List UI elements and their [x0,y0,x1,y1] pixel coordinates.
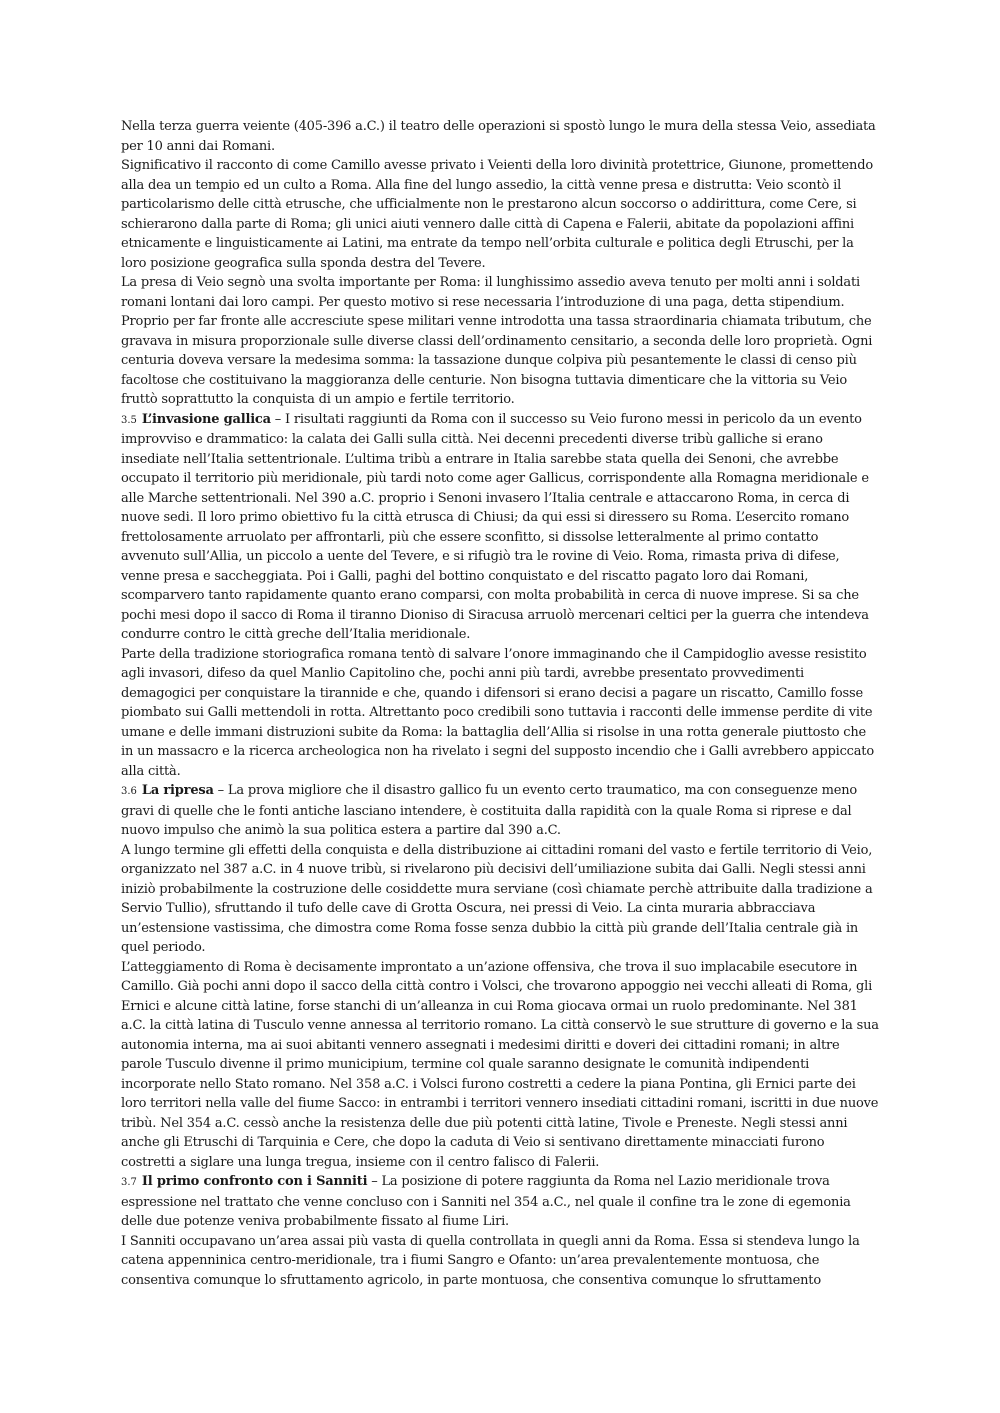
section-number: 3.7 [121,1177,137,1188]
paragraph-atteggiamento-roma: L’atteggiamento di Roma è decisamente improntato a un’azione offensiva, che trova il suo implacabile esecutore in Camillo. Già pochi anni dopo il sacco della città contro i Volsci, che trovarono appoggio nei vecchi alleati di Roma, gli Ernici e alcune città latine, forse stanchi di un’alleanza in cui Roma giocava ormai un ruolo predominante. Nel 381 a.C. la città latina di Tusculo venne annessa al territorio romano. La città conservò le sue strutture di governo e la sua autonomia interna, ma ai suoi abitanti vennero assegnati i medesimi diritti e doveri dei cittadini romani; in altre parole Tusculo divenne il primo municipium, termine col quale saranno designate le comunità indipendenti incorporate nello Stato romano. Nel 358 a.C. i Volsci furono costretti a cedere la piana Pontina, gli Ernici parte dei loro territori nella valle del fiume Sacco: in entrambi i territori vennero insediati cittadini romani, iscritti in due nuove tribù. Nel 354 a.C. cessò anche la resistenza delle due più potenti città latine, Tivole e Preneste. Negli stessi anni anche gli Etruschi di Tarquinia e Cere, che dopo la caduta di Veio si sentivano direttamente minacciati furono costretti a siglare una lunga tregua, insieme con il centro falisco di Falerii. [121,959,879,1170]
section-title: L’invasione gallica [141,411,271,427]
section-text: – I risultati raggiunti da Roma con il successo su Veio furono messi in pericolo da un evento improvviso e drammatico: la calata dei Galli sulla città. Nei decenni precedenti diverse tribù galliche si erano insediate nell’Italia settentrionale. L’ultima tribù a entrare in Italia sarebbe stata quella dei Senoni, che avrebbe occupato il territorio più meridionale, più tardi noto come ager Gallicus, corrispondente alla Romagna meridionale e alle Marche settentrionali. Nel 390 a.C. proprio i Senoni invasero l’Italia centrale e attaccarono Roma, in cerca di nuove sedi. Il loro primo obiettivo fu la città etrusca di Chiusi; da qui essi si diressero su Roma. L’esercito romano frettolosamente arruolato per affrontarli, più che essere sconfitto, si dissolse letteralmente al primo contatto avvenuto sull’Allia, un piccolo a uente del Tevere, e si rifugiò tra le rovine di Veio. Roma, rimasta priva di difese, venne presa e saccheggiata. Poi i Galli, paghi del bottino conquistato e del riscatto pagato loro dai Romani, scomparvero tanto rapidamente quanto erano comparsi, con molta probabilità in cerca di nuove imprese. Si sa che pochi mesi dopo il sacco di Roma il tiranno Dioniso di Siracusa arruolò mercenari celtici per la guerra che intendeva condurre contro le città greche dell’Italia meridionale. [121,411,869,642]
section-number: 3.5 [121,414,137,426]
section-text: – La prova migliore che il disastro gallico fu un evento certo traumatico, ma con conseguenze meno gravi di quelle che le fonti antiche lasciano intendere, è costituita dalla rapidità con la quale Roma si riprese e dal nuovo impulso che animò la sua politica estera a partire dal 390 a.C. [121,783,858,838]
paragraph-sanniti: I Sanniti occupavano un’area assai più vasta di quella controllata in quegli anni da Roma. Essa si stendeva lungo la catena appenninica centro-meridionale, tra i fiumi Sangro e Ofanto: un’area prevalentemente montuosa, che consentiva comunque lo sfruttamento agricolo, in parte montuosa, che consentiva comunque lo sfruttamento [121,1233,860,1288]
paragraph-presa-di-veio: La presa di Veio segnò una svolta importante per Roma: il lunghissimo assedio aveva tenuto per molti anni i soldati romani lontani dai loro campi. Per questo motivo si rese necessaria l’introduzione di una paga, detta stipendium. Proprio per far fronte alle accresciute spese militari venne introdotta una tassa straordinaria chiamata tributum, che gravava in misura proporzionale sulle diverse classi dell’ordinamento censitario, a seconda delle loro proprietà. Ogni centuria doveva versare la medesima somma: la tassazione dunque colpiva più pesantemente le classi di censo più facoltose che costituivano la maggioranza delle centurie. Non bisogna tuttavia dimenticare che la vittoria su Veio fruttò soprattutto la conquista di un ampio e fertile territorio. [121,275,873,407]
paragraph-veio-war: Nella terza guerra veiente (405-396 a.C.) il teatro delle operazioni si spostò lungo le mura della stessa Veio, assediata per 10 anni dai Romani. [121,119,876,154]
section-3-5 [121,410,879,645]
section-text: – La posizione di potere raggiunta da Roma nel Lazio meridionale trova espressione nel trattato che venne concluso con i Sanniti nel 354 a.C., nel quale il confine tra le zone di egemonia delle due potenze veniva probabilmente fissato al fiume Liri. [121,1174,851,1229]
document-page [121,117,879,1290]
paragraph-effetti-conquista: A lungo termine gli effetti della conquista e della distribuzione ai cittadini romani del vasto e fertile territorio di Veio, organizzato nel 387 a.C. in 4 nuove tribù, si rivelarono più decisivi dell’umiliazione subita dai Galli. Negli stessi anni iniziò probabilmente la costruzione delle cosiddette mura serviane (così chiamate perchè attribuite dalla tradizione a Servio Tullio), sfruttando il tufo delle cave di Grotta Oscura, nei pressi di Veio. La cinta muraria abbracciava un’estensione vastissima, che dimostra come Roma fosse senza dubbio la città più grande dell’Italia centrale già in quel periodo. [121,842,873,955]
paragraph-tradizione-storiografica: Parte della tradizione storiografica romana tentò di salvare l’onore immaginando che il Campidoglio avesse resistito agli invasori, difeso da quel Manlio Capitolino che, pochi anni più tardi, avrebbe presentato provvedimenti demagogici per conquistare la tirannide e che, quando i difensori si erano decisi a pagare un riscatto, Camillo fosse piombato sui Galli mettendoli in rotta. Altrettanto poco credibili sono tuttavia i racconti delle immense perdite di vite umane e delle immani distruzioni subite da Roma: la battaglia dell’Allia si risolse in una rotta generale piuttosto che in un massacro e la ricerca archeologica non ha rivelato i segni del supposto incendio che i Galli avrebbero appiccato alla città. [121,646,874,779]
section-title: Il primo confronto con i Sanniti [141,1174,368,1189]
paragraph-camillo-giunone: Significativo il racconto di come Camillo avesse privato i Veienti della loro divinità protettrice, Giunone, promettendo alla dea un tempio ed un culto a Roma. Alla fine del lungo assedio, la città venne presa e distrutta: Veio scontò il particolarismo delle città etrusche, che ufficialmente non le prestarono alcun soccorso o addirittura, come Cere, si schierarono dalla parte di Roma; gli unici aiuti vennero dalle città di Capena e Falerii, abitate da popolazioni affini etnicamente e linguisticamente ai Latini, ma entrate da tempo nell’orbita culturale e politica degli Etruschi, per la loro posizione geografica sulla sponda destra del Tevere. [121,158,873,271]
section-number: 3.6 [121,786,137,797]
section-3-7 [121,1172,879,1232]
section-title: La ripresa [141,783,214,798]
section-3-6 [121,781,879,841]
